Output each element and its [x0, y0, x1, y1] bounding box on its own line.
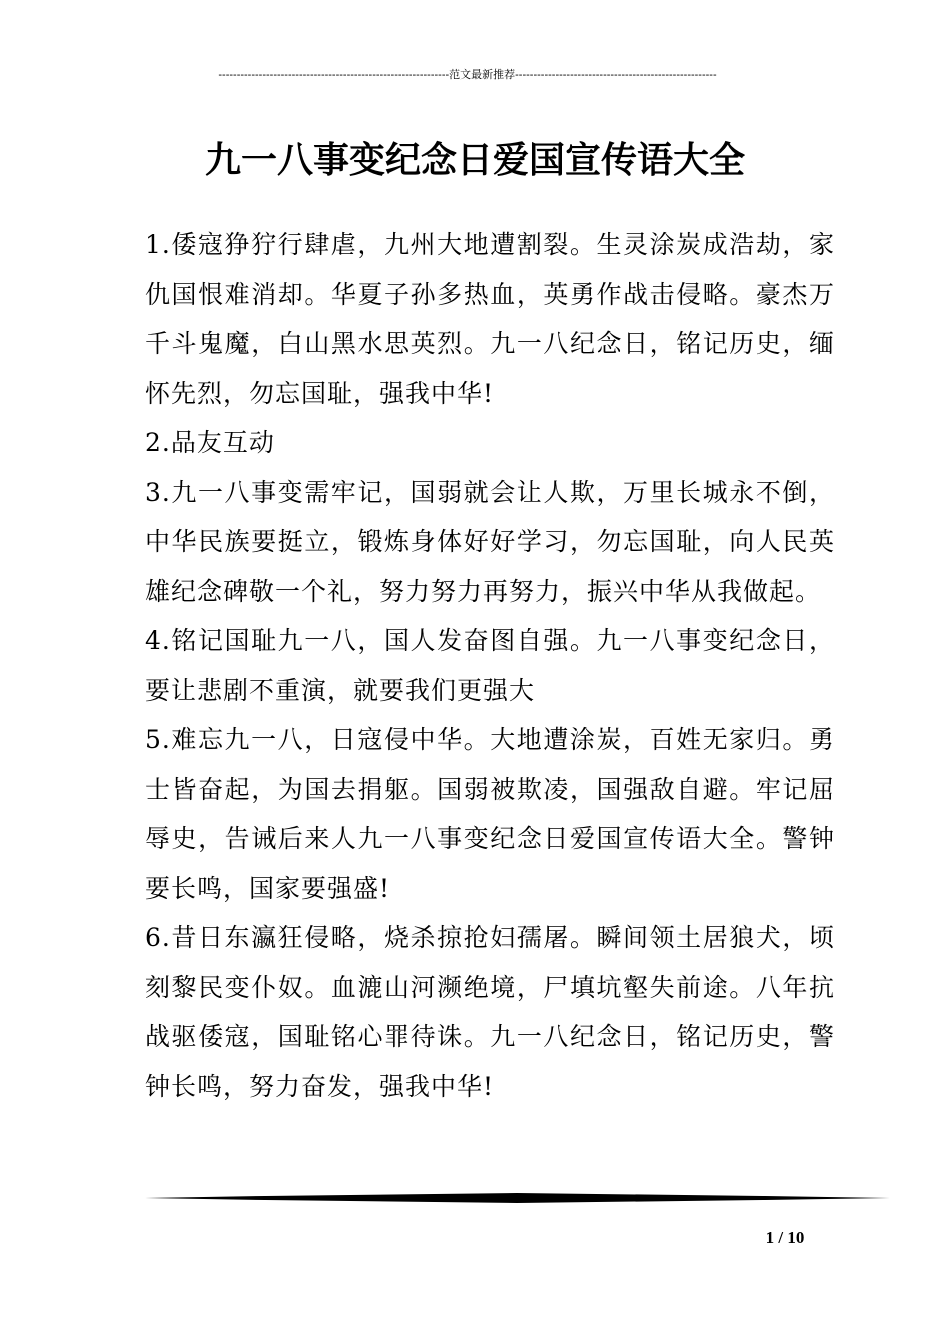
paragraph-5: 5.难忘九一八，日寇侵中华。大地遭涂炭，百姓无家归。勇士皆奋起，为国去捐躯。国弱被欺凌，国强敌自避。牢记屈辱史，告诫后来人九一八事变纪念日爱国宣传语大全。警钟要长鸣，国家要强盛! [145, 725, 835, 903]
paragraph-1: 1.倭寇狰狞行肆虐，九州大地遭割裂。生灵涂炭成浩劫，家仇国恨难消却。华夏子孙多热血，英勇作战击侵略。豪杰万千斗鬼魔，白山黑水思英烈。九一八纪念日，铭记历史，缅怀先烈，勿忘国耻，强我中华! [145, 230, 835, 408]
document-body [145, 220, 835, 1111]
page-number: 1 / 10 [765, 1228, 805, 1247]
paragraph-4: 4.铭记国耻九一八，国人发奋图自强。九一八事变纪念日，要让悲剧不重演，就要我们更强大 [145, 626, 835, 705]
paragraph-3: 3.九一八事变需牢记，国弱就会让人欺，万里长城永不倒，中华民族要挺立，锻炼身体好好学习，勿忘国耻，向人民英雄纪念碑敬一个礼，努力努力再努力，振兴中华从我做起。 [145, 477, 835, 606]
page-title: 九一八事变纪念日爱国宣传语大全 [204, 139, 745, 181]
paragraph-6: 6.昔日东瀛狂侵略，烧杀掠抢妇孺屠。瞬间领土居狼犬，顷刻黎民变仆奴。血漉山河濒绝境，尸填坑壑失前途。八年抗战驱倭寇，国耻铭心罪待诛。九一八纪念日，铭记历史，警钟长鸣，努力奋发，强我中华! [145, 923, 835, 1101]
paragraph-2: 2.品友互动 [145, 428, 275, 457]
header-banner: ---------------------------------------------------------------范文最新推荐------------------------------------------------------- [218, 69, 717, 81]
footer-divider [145, 1190, 890, 1206]
